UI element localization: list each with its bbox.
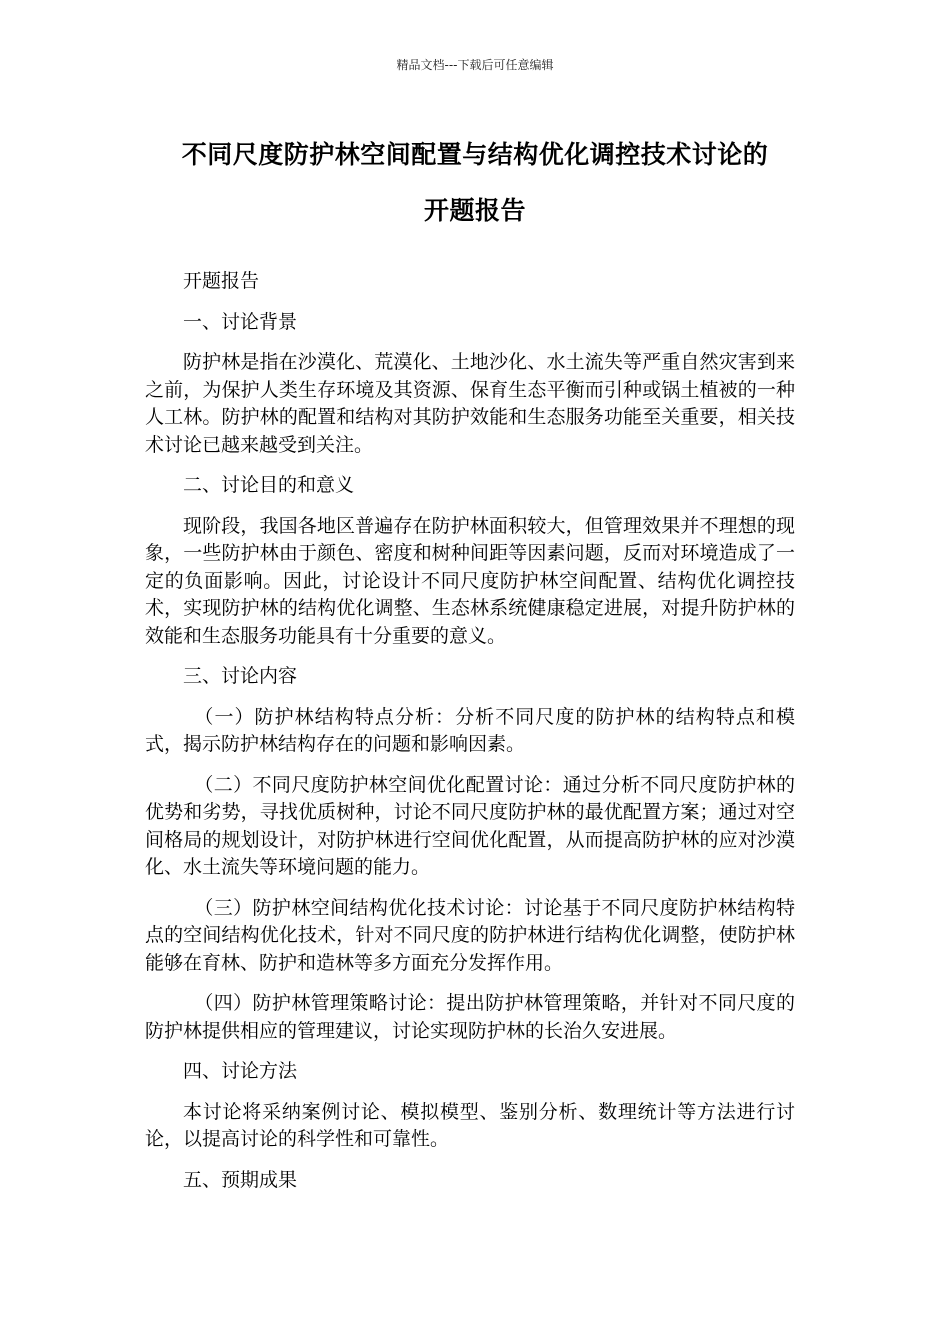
content-item-1: （一）防护林结构特点分析：分析不同尺度的防护林的结构特点和模式，揭示防护林结构存在的问题和影响因素。: [145, 705, 795, 755]
document-title-line-1: 不同尺度防护林空间配置与结构优化调控技术讨论的: [181, 140, 769, 169]
section-heading-results: 五、预期成果: [183, 1168, 298, 1191]
section-heading-content: 三、讨论内容: [183, 665, 298, 687]
section-heading-purpose: 二、讨论目的和意义: [183, 474, 355, 496]
section-heading-methods: 四、讨论方法: [183, 1060, 298, 1082]
content-item-4: （四）防护林管理策略讨论：提出防护林管理策略，并针对不同尺度的防护林提供相应的管理建议，讨论实现防护林的长治久安进展。: [145, 992, 795, 1042]
document-title-line-2: 开题报告: [423, 196, 526, 225]
section-text-methods: 本讨论将采纳案例讨论、模拟模型、鉴别分析、数理统计等方法进行讨论，以提高讨论的科学性和可靠性。: [145, 1100, 795, 1150]
content-item-2: （二）不同尺度防护林空间优化配置讨论：通过分析不同尺度防护林的优势和劣势，寻找优质树种，讨论不同尺度防护林的最优配置方案；通过对空间格局的规划设计，对防护林进行空间优化配置，从而提高防护林的应对沙漠化、水土流失等环境问题的能力。: [145, 773, 795, 878]
section-text-background: 防护林是指在沙漠化、荒漠化、土地沙化、水土流失等严重自然灾害到来之前，为保护人类生存环境及其资源、保育生态平衡而引种或锅土植被的一种人工林。防护林的配置和结构对其防护效能和生态服务功能至关重要，相关技术讨论已越来越受到关注。: [145, 351, 795, 456]
section-heading-background: 一、讨论背景: [183, 310, 298, 333]
intro-label: 开题报告: [183, 270, 260, 292]
content-item-3: （三）防护林空间结构优化技术讨论：讨论基于不同尺度防护林结构特点的空间结构优化技术，针对不同尺度的防护林进行结构优化调整，使防护林能够在育林、防护和造林等多方面充分发挥作用。: [145, 896, 795, 974]
section-text-purpose: 现阶段，我国各地区普遍存在防护林面积较大，但管理效果并不理想的现象，一些防护林由于颜色、密度和树种间距等因素问题，反而对环境造成了一定的负面影响。因此，讨论设计不同尺度防护林空间配置、结构优化调控技术，实现防护林的结构优化调整、生态林系统健康稳定进展，对提升防护林的效能和生态服务功能具有十分重要的意义。: [145, 514, 795, 647]
document-body: [145, 268, 795, 1207]
header-note: 精品文档---下载后可任意编辑: [396, 58, 554, 72]
